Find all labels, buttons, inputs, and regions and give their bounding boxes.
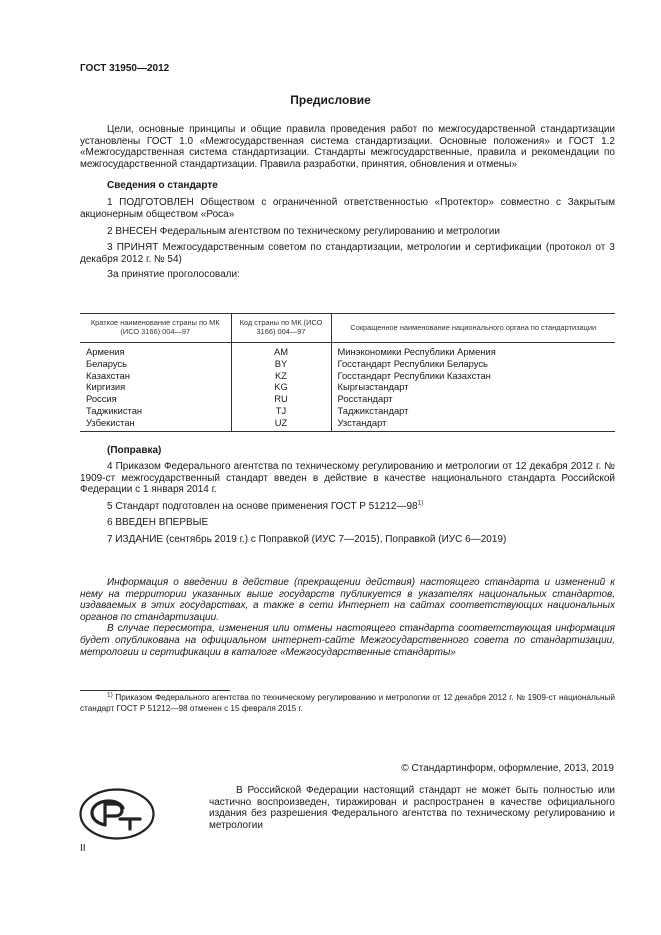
notes-block (80, 577, 615, 658)
footnote-marker: 1) (107, 691, 113, 699)
table-row (80, 381, 615, 393)
copyright-line: © Стандартинформ, оформление, 2013, 2019 (401, 763, 614, 774)
body-cell: Кыргызстандарт (337, 381, 409, 393)
document-header: ГОСТ 31950—2012 (80, 63, 170, 74)
table-row (80, 405, 615, 417)
code-cell: KG (231, 381, 331, 393)
table-row (80, 393, 615, 405)
body-cell: Госстандарт Республики Беларусь (337, 357, 488, 369)
item-6: 6 ВВЕДЕН ВПЕРВЫЕ (107, 517, 209, 529)
body-cell: Росстандарт (337, 393, 393, 405)
item-3: 3 ПРИНЯТ Межгосударственным советом по стандартизации, метрологии и сертификации (протокол от 3 декабря 2012 г. № 54) (80, 242, 615, 265)
item-1: 1 ПОДГОТОВЛЕН Обществом с ограниченной ответственностью «Протектор» совместно с Закрытым акционерным обществом «Роса» (80, 197, 615, 220)
table-header-code: Код страны по МК (ИСО 3166) 004—97 (231, 314, 331, 343)
intro-paragraph: Цели, основные принципы и общие правила проведения работ по межгосударственной стандартизации установлены ГОСТ 1.0 «Межгосударственная система стандартизации. Основные положения» и ГОСТ 1.2 «Межгосударственная система стандартизации. Стандарты межгосударственные, правила и рекомендации по межгосударственной стандартизации. Правила разработки, принятия, обновления и отмены» (80, 124, 615, 170)
voting-table (80, 313, 615, 432)
item-2: 2 ВНЕСЕН Федеральным агентством по техническому регулированию и метрологии (107, 225, 500, 237)
table-row (80, 343, 615, 358)
table-row (80, 417, 615, 431)
country-cell: Армения (80, 343, 231, 358)
item-5 (80, 501, 615, 513)
body-cell: Таджикстандарт (337, 404, 409, 416)
table-header-row (80, 314, 615, 343)
page-title: Предисловие (290, 93, 371, 107)
item-7: 7 ИЗДАНИЕ (сентябрь 2019 г.) с Поправкой (ИУС 7—2015), Поправкой (ИУС 6—2019) (107, 533, 507, 545)
code-cell: RU (231, 393, 331, 405)
copyright-notice: В Российской Федерации настоящий стандарт не может быть полностью или частично воспроизведен, тиражирован и распространен в качестве официального издания без разрешения Федерального агентства по техническому регулированию и метрологии (209, 785, 615, 831)
note-1: Информация о введении в действие (прекращении действия) настоящего стандарта и изменений к нему на территории указанных выше государств публикуется в указателях национальных стандартов, издаваемых в этих государствах, а также в сети Интернет на сайтах соответствующих национальных органов по стандартизации. (80, 577, 615, 623)
code-cell: KZ (231, 370, 331, 382)
code-cell: TJ (231, 405, 331, 417)
code-cell: AM (231, 343, 331, 358)
item-5-text: 5 Стандарт подготовлен на основе применения ГОСТ Р 51212—98 (107, 500, 418, 512)
info-heading: Сведения о стандарте (107, 180, 218, 192)
footnote-divider (80, 690, 230, 691)
code-cell: UZ (231, 417, 331, 431)
table-row (80, 370, 615, 382)
table-row (80, 358, 615, 370)
footnote (80, 693, 615, 714)
amendment-heading: (Поправка) (107, 445, 162, 456)
code-cell: BY (231, 358, 331, 370)
item-4: 4 Приказом Федерального агентства по техническому регулированию и метрологии от 12 декабря 2012 г. № 1909-ст межгосударственный стандарт введен в действие в качестве национального стандарта Российской Федерации с 1 января 2014 г. (80, 461, 615, 496)
footnote-text: Приказом Федерального агентства по техническому регулированию и метрологии от 12 декабря 2012 г. № 1909-ст национальный стандарт ГОСТ Р 51212—98 отменен с 15 февраля 2015 г. (80, 693, 615, 713)
voted-label: За принятие проголосовали: (107, 269, 240, 281)
body-cell: Госстандарт Республики Казахстан (337, 369, 491, 381)
country-cell: Таджикистан (80, 405, 231, 417)
country-cell: Казахстан (80, 370, 231, 382)
country-cell: Россия (80, 393, 231, 405)
body-cell: Минэкономики Республики Армения (337, 346, 496, 357)
footnote-ref: 1) (417, 499, 424, 507)
table-header-country: Краткое наименование страны по МК (ИСО 3166) 004—97 (80, 314, 231, 343)
rst-logo (79, 788, 155, 840)
note-2: В случае пересмотра, изменения или отмены настоящего стандарта соответствующая информация будет опубликована на официальном интернет-сайте Межгосударственного совета по стандартизации, метрологии и сертификации в каталоге «Межгосударственные стандарты» (80, 623, 615, 658)
country-cell: Узбекистан (80, 417, 231, 431)
body-cell: Узстандарт (337, 416, 387, 428)
page-number: II (80, 843, 86, 854)
country-cell: Беларусь (80, 358, 231, 370)
country-cell: Киргизия (80, 381, 231, 393)
table-header-body: Сокращенное наименование национального органа по стандартизации (350, 322, 597, 332)
amendment-block (80, 445, 615, 546)
foreword-block (80, 124, 615, 281)
